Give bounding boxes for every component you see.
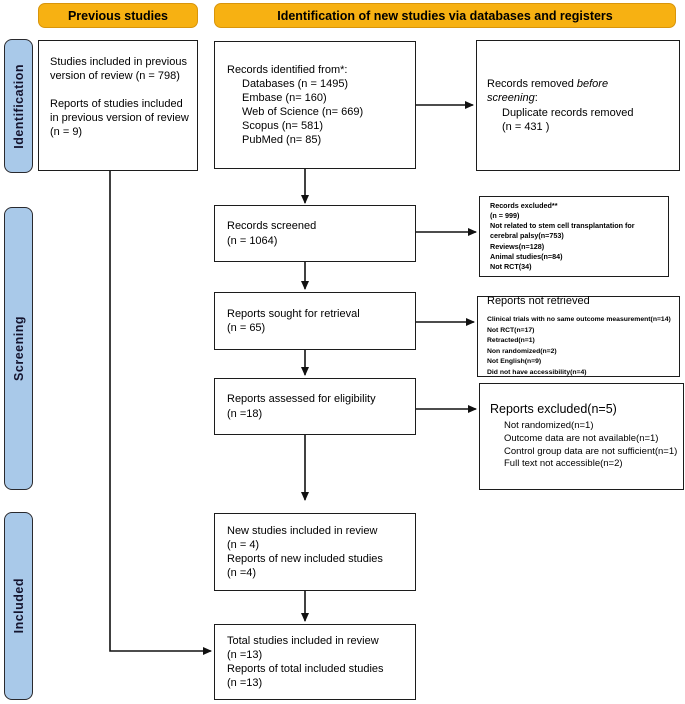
reports-not-retrieved-line: Not English(n=9) <box>487 358 542 366</box>
previous-studies-line: Studies included in previous version of review (n = 798) <box>50 56 187 83</box>
reports-not-retrieved-line: Non randomized(n=2) <box>487 347 557 355</box>
new-studies-line: Reports of new included studies <box>227 553 383 565</box>
records-removed-line: Duplicate records removed <box>502 106 634 119</box>
new-studies-line: New studies included in review <box>227 524 378 537</box>
total-studies-line: Reports of total included studies <box>227 663 384 675</box>
box-reports-sought <box>214 292 416 350</box>
records-removed-prefix: Records removed <box>487 78 577 91</box>
records-removed-suffix: : <box>534 92 538 105</box>
reports-excluded-line: Full text not accessible(n=2) <box>504 458 623 470</box>
phase-label-included-text: Included <box>11 578 26 634</box>
records-excluded-line: Records excluded** <box>490 200 558 210</box>
total-studies-line: Total studies included in review <box>227 634 379 647</box>
box-records-identified <box>214 41 416 169</box>
records-identified-source: Databases (n = 1495) <box>242 77 349 90</box>
banner-previous-studies-label: Previous studies <box>67 8 169 23</box>
arrow-previous-to-total <box>110 171 211 651</box>
reports-excluded-line: Outcome data are not available(n=1) <box>504 432 659 444</box>
records-removed-italic: before screening <box>487 78 609 105</box>
records-identified-heading: Records identified from*: <box>227 63 348 76</box>
reports-not-retrieved-line: Not RCT(n=17) <box>487 326 535 334</box>
box-previous-studies <box>38 40 198 171</box>
reports-excluded-line: Not randomized(n=1) <box>504 420 594 432</box>
reports-not-retrieved-heading: Reports not retrieved <box>487 294 590 307</box>
phase-label-identification <box>4 39 33 173</box>
reports-assessed-line: (n =18) <box>227 407 263 420</box>
reports-assessed-line: Reports assessed for eligibility <box>227 393 376 406</box>
banner-previous-studies <box>38 3 198 28</box>
records-excluded-line: Animal studies(n=84) <box>490 251 563 261</box>
reports-excluded-heading: Reports excluded(n=5) <box>490 402 617 417</box>
records-identified-source: PubMed (n= 85) <box>242 134 322 147</box>
box-reports-excluded <box>479 383 684 490</box>
records-excluded-line: Not RCT(34) <box>490 262 532 272</box>
reports-not-retrieved-line: Retracted(n=1) <box>487 337 535 345</box>
banner-identification-label: Identification of new studies via databases and registers <box>277 8 613 23</box>
records-excluded-line: Reviews(n=128) <box>490 241 545 251</box>
records-removed-line: (n = 431 ) <box>502 120 550 133</box>
box-total-studies-included <box>214 624 416 700</box>
new-studies-line: (n =4) <box>227 567 257 580</box>
records-excluded-line: (n = 999) <box>490 210 520 220</box>
reports-sought-line: (n = 65) <box>227 322 266 334</box>
box-records-removed <box>476 40 680 171</box>
banner-identification-new-studies <box>214 3 676 28</box>
reports-not-retrieved-line: Clinical trials with no same outcome measurement(n=14) <box>487 316 671 323</box>
reports-excluded-line: Control group data are not sufficient(n=1) <box>504 445 678 457</box>
total-studies-line: (n =13) <box>227 648 263 661</box>
reports-sought-line: Reports sought for retrieval <box>227 307 360 320</box>
records-screened-line: (n = 1064) <box>227 234 278 247</box>
records-removed-heading <box>487 77 655 105</box>
phase-label-identification-text: Identification <box>11 63 26 149</box>
reports-not-retrieved-line: Did not have accessibility(n=4) <box>487 368 587 376</box>
total-studies-line: (n =13) <box>227 677 263 690</box>
box-reports-not-retrieved <box>477 296 680 377</box>
box-reports-assessed <box>214 378 416 435</box>
new-studies-line: (n = 4) <box>227 538 260 551</box>
previous-studies-line: Reports of studies included in previous version of review (n = 9) <box>50 98 189 139</box>
records-identified-source: Scopus (n= 581) <box>242 120 324 133</box>
box-records-excluded <box>479 196 669 277</box>
box-records-screened <box>214 205 416 262</box>
phase-label-screening <box>4 207 33 490</box>
records-identified-source: Web of Science (n= 669) <box>242 106 364 118</box>
records-excluded-line: Not related to stem cell transplantation for cerebral palsy(n=753) <box>490 221 635 241</box>
phase-label-screening-text: Screening <box>11 316 26 381</box>
phase-label-included <box>4 512 33 700</box>
records-screened-line: Records screened <box>227 220 317 233</box>
box-new-studies-included <box>214 513 416 591</box>
records-identified-source: Embase (n= 160) <box>242 91 327 104</box>
